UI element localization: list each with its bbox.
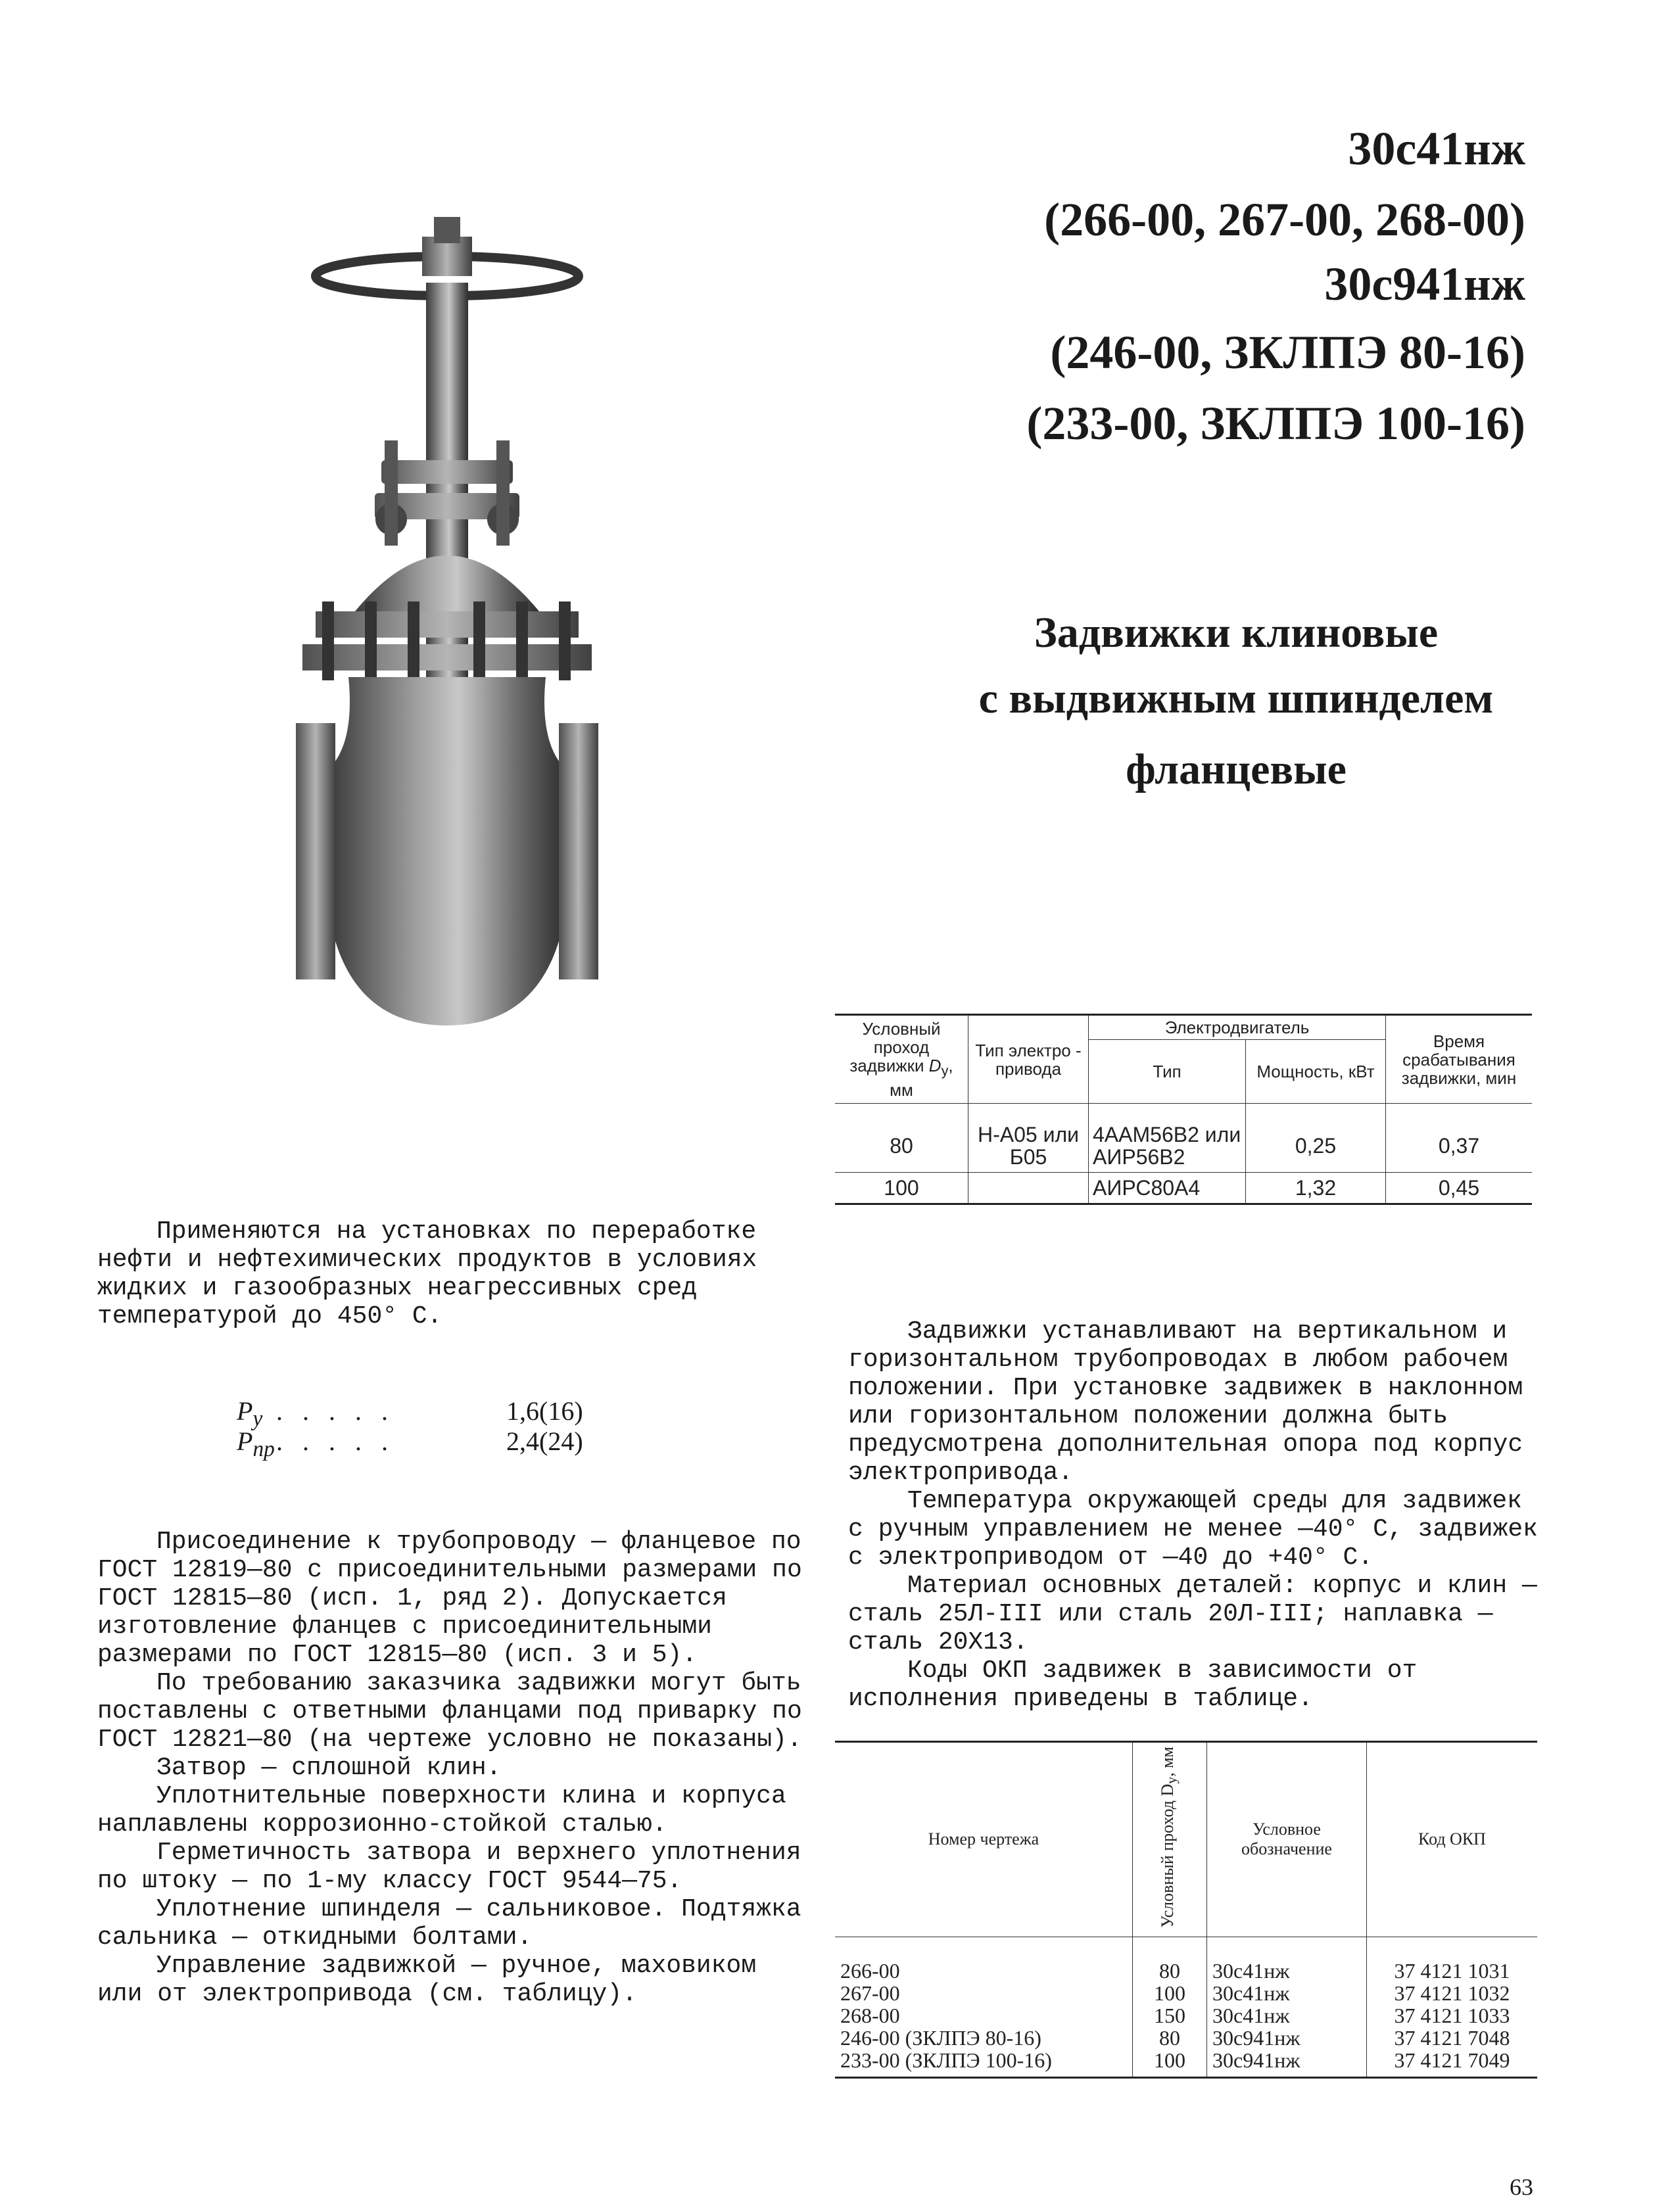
- table-row: 267-00 100 30с41нж 37 4121 1032: [835, 1982, 1537, 2004]
- col-drive-header: Тип электро - привода: [968, 1015, 1089, 1104]
- spec-ppr-symbol: $P_{пр}$: [237, 1426, 275, 1461]
- col-motor-header: Электродвигатель: [1089, 1015, 1386, 1040]
- paragraph-temperature: Температура окружающей среды для задвижек с ручным управлением не менее —40° С, задвижек с электроприводом от —40 до +40° С.: [848, 1487, 1538, 1572]
- col-drawing-header: Номер чертежа: [835, 1742, 1133, 1937]
- col-power-header: Мощность, кВт: [1246, 1040, 1386, 1104]
- paragraph-connection: Присоединение к трубопроводу — фланцевое по ГОСТ 12819—80 с присоединительными размерами по ГОСТ 12815—80 (исп. 1, ряд 2). Допускается изготовление фланцев с присоединительными размерами по ГОСТ 12815—80 (исп. 3 и 5).: [97, 1528, 802, 1669]
- intro-text: [97, 1217, 807, 1330]
- col-okp-header: Код ОКП: [1367, 1742, 1538, 1937]
- spec-ppr: $P_{пр}$. . . . . 2,4(24): [237, 1426, 583, 1465]
- drawing-numbers-3: (233-00, ЗКЛПЭ 100-16): [1026, 397, 1525, 450]
- table-row: 266-00 80 30с41нж 37 4121 1031: [835, 1937, 1537, 1982]
- spec-py-symbol: $P_у$: [237, 1396, 263, 1431]
- paragraph-spindle-seal: Уплотнение шпинделя — сальниковое. Подтяжка сальника — откидными болтами.: [97, 1895, 801, 1952]
- paragraph-control: Управление задвижкой — ручное, маховиком или от электропривода (см. таблицу).: [97, 1952, 757, 2008]
- paragraph-okp: Коды ОКП задвижек в зависимости от исполнения приведены в таблице.: [848, 1657, 1418, 1713]
- title-line-2: с выдвижным шпинделем: [978, 674, 1494, 722]
- col-symbol-header: Условное обозначение: [1207, 1742, 1367, 1937]
- intro-paragraph: Применяются на установках по переработке нефти и нефтехимических продуктов в условиях жидких и газообразных неагрессивных сред температурой до 450° С.: [97, 1217, 757, 1330]
- paragraph-flanges: По требованию заказчика задвижки могут быть поставлены с ответными фланцами под приварку по ГОСТ 12821—80 (на чертеже условно не показаны).: [97, 1669, 802, 1754]
- drawing-numbers-2: (246-00, ЗКЛПЭ 80-16): [1050, 326, 1525, 379]
- table-row: 268-00 150 30с41нж 37 4121 1033: [835, 2004, 1537, 2027]
- spec-py: $P_у$ . . . . . 1,6(16): [237, 1396, 583, 1434]
- table-row: 80 Н-А05 или Б05 4ААМ56В2 или АИР56В2 0,25 0,37: [835, 1104, 1532, 1173]
- paragraph-sealing-surfaces: Уплотнительные поверхности клина и корпуса наплавлены коррозионно-стойкой сталью.: [97, 1782, 786, 1839]
- col-dn-header: Условный проход $D_у$, мм: [1133, 1742, 1207, 1937]
- right-body-text: [848, 1317, 1539, 1713]
- gate-valve-illustration: [276, 217, 618, 1052]
- col-type-header: Тип: [1089, 1040, 1246, 1104]
- spec-ppr-value: 2,4(24): [506, 1426, 583, 1456]
- model-code-2: 30с941нж: [1324, 258, 1525, 310]
- col-dn-header: Условный проход задвижки $D_у$, мм: [835, 1015, 968, 1104]
- drive-table: [835, 1014, 1532, 1205]
- drawing-numbers-1: (266-00, 267-00, 268-00): [1044, 193, 1525, 246]
- paragraph-tightness: Герметичность затвора и верхнего уплотнения по штоку — по 1-му классу ГОСТ 9544—75.: [97, 1839, 801, 1895]
- page-number: 63: [1510, 2174, 1533, 2200]
- paragraph-installation: Задвижки устанавливают на вертикальном и горизонтальном трубопроводах в любом рабочем положении. При установке задвижек в наклонном или горизонтальном положении должна быть предусмотрена дополнительная опора под корпус электропривода.: [848, 1317, 1523, 1487]
- spec-py-value: 1,6(16): [506, 1396, 583, 1426]
- model-code-1: 30с41нж: [1348, 122, 1525, 175]
- table-row: 246-00 (ЗКЛПЭ 80-16) 80 30с941нж 37 4121 7048: [835, 2027, 1537, 2049]
- title-line-3: фланцевые: [1126, 745, 1347, 793]
- paragraph-gate: Затвор — сплошной клин.: [156, 1754, 502, 1782]
- paragraph-materials: Материал основных деталей: корпус и клин — сталь 25Л-III или сталь 20Л-III; наплавка — сталь 20Х13.: [848, 1572, 1537, 1657]
- okp-table: [835, 1741, 1537, 2079]
- col-time-header: Время срабатывания задвижки, мин: [1386, 1015, 1533, 1104]
- table-row: 100 АИРС80А4 1,32 0,45: [835, 1173, 1532, 1204]
- table-row: 233-00 (ЗКЛПЭ 100-16) 100 30с941нж 37 4121 7049: [835, 2049, 1537, 2078]
- left-body-text: [97, 1528, 807, 2008]
- title-line-1: Задвижки клиновые: [1034, 609, 1439, 657]
